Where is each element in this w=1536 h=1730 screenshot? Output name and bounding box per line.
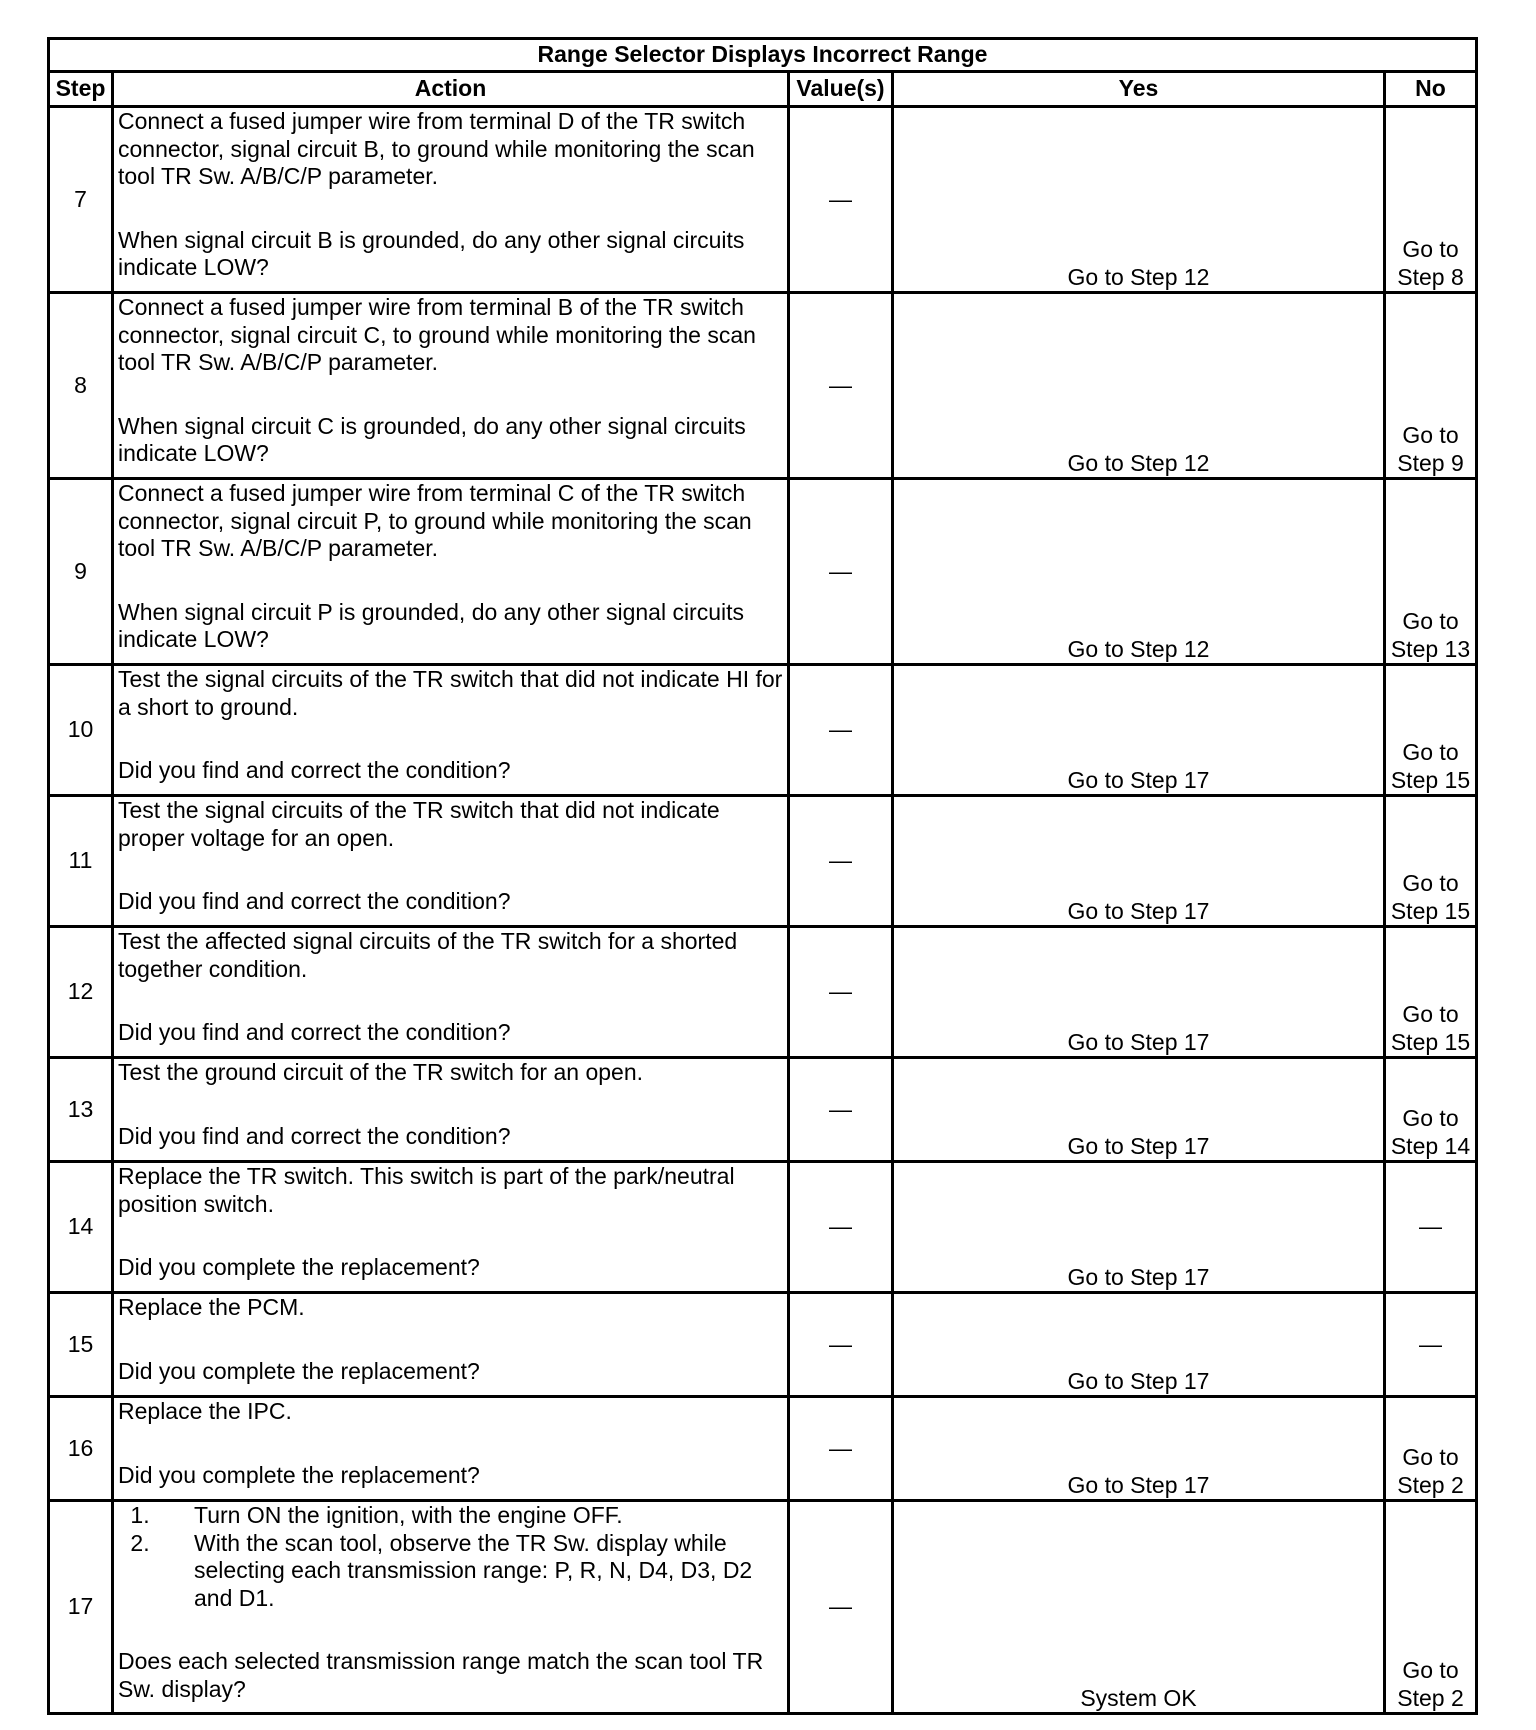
table-row [49,665,1477,796]
yes-cell: Go to Step 17 [893,796,1385,927]
yes-cell: Go to Step 17 [893,1058,1385,1162]
yes-cell: Go to Step 12 [893,479,1385,665]
no-cell: — [1385,1162,1477,1293]
list-item: 2. With the scan tool, observe the TR Sw. display while selecting each transmission range: P, R, N, D4, D3, D2 and D1. [156,1530,783,1613]
action-instruction: Replace the IPC. [118,1398,292,1424]
action-cell [113,1293,789,1397]
action-question: Did you complete the replacement? [118,1357,480,1384]
action-instruction: Connect a fused jumper wire from terminal C of the TR switch connector, signal circuit P, to ground while monitoring the scan tool TR Sw. A/B/C/P parameter. [118,480,752,561]
yes-cell: Go to Step 12 [893,293,1385,479]
action-instruction: Replace the PCM. [118,1294,305,1320]
action-instruction: Replace the TR switch. This switch is part of the park/neutral position switch. [118,1163,735,1217]
value-cell: — [789,293,893,479]
step-number: 17 [49,1501,113,1714]
header-yes: Yes [893,72,1385,107]
value-cell: — [789,927,893,1058]
action-question: Did you complete the replacement? [118,1254,480,1280]
header-row [49,72,1477,107]
action-cell [113,1162,789,1293]
action-instruction: Test the ground circuit of the TR switch for an open. [118,1059,644,1085]
step-number: 13 [49,1058,113,1162]
step-number: 7 [49,107,113,293]
action-question: When signal circuit B is grounded, do any other signal circuits indicate LOW? [118,226,745,280]
yes-cell: Go to Step 17 [893,1162,1385,1293]
no-cell: Go to Step 2 [1385,1397,1477,1501]
no-cell: Go to Step 9 [1385,293,1477,479]
step-number: 12 [49,927,113,1058]
header-no: No [1385,72,1477,107]
value-cell: — [789,1501,893,1714]
value-cell: — [789,1162,893,1293]
step-number: 8 [49,293,113,479]
action-question: Did you find and correct the condition? [118,1019,511,1045]
action-cell [113,665,789,796]
value-cell: — [789,1397,893,1501]
table-row [49,1058,1477,1162]
header-action: Action [113,72,789,107]
action-cell [113,293,789,479]
action-question: Does each selected transmission range match the scan tool TR Sw. display? [118,1648,764,1702]
table-row [49,1162,1477,1293]
step-number: 16 [49,1397,113,1501]
action-question: Did you find and correct the condition? [118,757,511,783]
action-cell [113,1058,789,1162]
table-row [49,479,1477,665]
no-cell: Go to Step 14 [1385,1058,1477,1162]
no-cell: Go to Step 13 [1385,479,1477,665]
action-question: Did you find and correct the condition? [118,1122,511,1149]
no-cell: Go to Step 15 [1385,927,1477,1058]
yes-cell: Go to Step 17 [893,665,1385,796]
step-number: 11 [49,796,113,927]
value-cell: — [789,1293,893,1397]
action-instruction: Test the signal circuits of the TR switch that did not indicate HI for a short to ground. [118,666,783,720]
table-row [49,293,1477,479]
action-cell [113,796,789,927]
action-instruction: Test the signal circuits of the TR switch that did not indicate proper voltage for an open. [118,797,720,851]
yes-cell: Go to Step 17 [893,1293,1385,1397]
yes-cell: Go to Step 17 [893,1397,1385,1501]
yes-cell: Go to Step 17 [893,927,1385,1058]
list-item: 1. Turn ON the ignition, with the engine OFF. [156,1502,783,1530]
yes-cell: Go to Step 12 [893,107,1385,293]
table-row [49,796,1477,927]
no-cell: — [1385,1293,1477,1397]
table-row [49,107,1477,293]
step-number: 10 [49,665,113,796]
header-values: Value(s) [789,72,893,107]
no-cell: Go to Step 2 [1385,1501,1477,1714]
procedure-list [118,1502,783,1612]
value-cell: — [789,796,893,927]
value-cell: — [789,665,893,796]
table-row [49,927,1477,1058]
table-row [49,1501,1477,1714]
table-row [49,1293,1477,1397]
action-cell [113,1397,789,1501]
action-cell [113,927,789,1058]
action-cell [113,1501,789,1714]
action-question: When signal circuit C is grounded, do any other signal circuits indicate LOW? [118,412,746,466]
yes-cell: System OK [893,1501,1385,1714]
no-cell: Go to Step 15 [1385,665,1477,796]
action-instruction: Connect a fused jumper wire from terminal B of the TR switch connector, signal circuit C, to ground while monitoring the scan tool TR Sw. A/B/C/P parameter. [118,294,756,375]
table-title: Range Selector Displays Incorrect Range [49,39,1477,72]
table-row [49,1397,1477,1501]
action-question: Did you complete the replacement? [118,1461,480,1488]
no-cell: Go to Step 15 [1385,796,1477,927]
value-cell: — [789,107,893,293]
step-number: 9 [49,479,113,665]
diagnostic-table [47,37,1478,1715]
action-question: Did you find and correct the condition? [118,888,511,914]
action-instruction: Connect a fused jumper wire from terminal D of the TR switch connector, signal circuit B, to ground while monitoring the scan tool TR Sw. A/B/C/P parameter. [118,108,755,189]
value-cell: — [789,479,893,665]
action-cell [113,479,789,665]
action-cell [113,107,789,293]
action-question: When signal circuit P is grounded, do any other signal circuits indicate LOW? [118,598,745,652]
action-instruction: Test the affected signal circuits of the TR switch for a shorted together condition. [118,928,738,982]
no-cell: Go to Step 8 [1385,107,1477,293]
step-number: 14 [49,1162,113,1293]
step-number: 15 [49,1293,113,1397]
header-step: Step [49,72,113,107]
value-cell: — [789,1058,893,1162]
